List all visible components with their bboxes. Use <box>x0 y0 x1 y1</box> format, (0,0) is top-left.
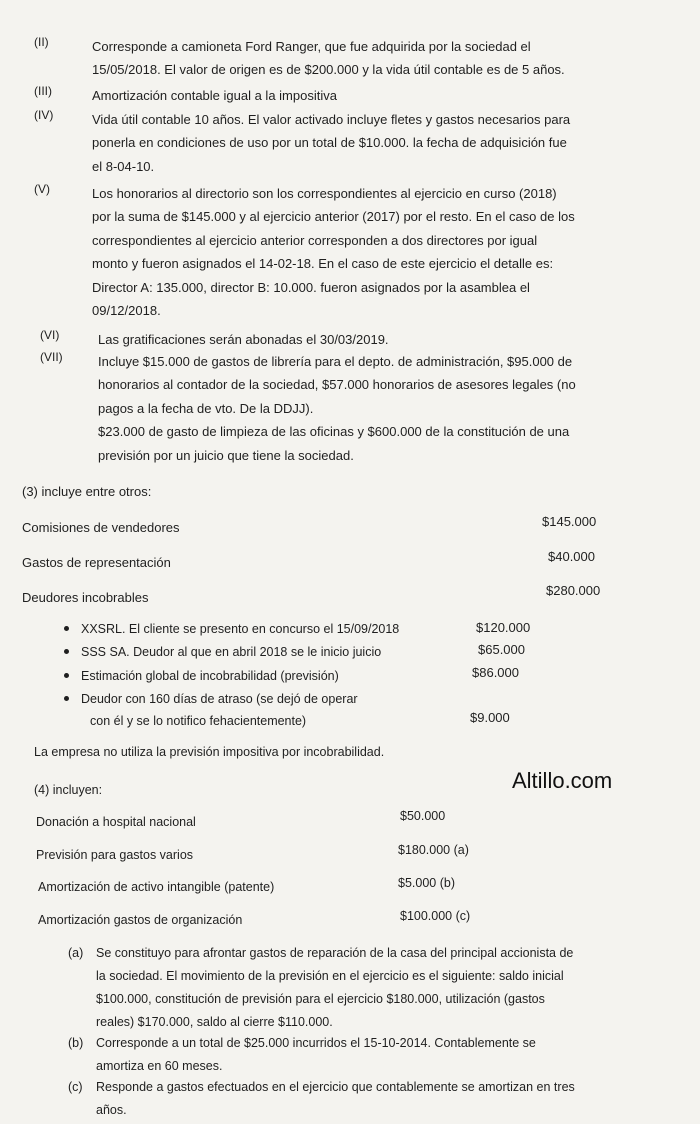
note-line: monto y fueron asignados el 14-02-18. En el caso de este ejercicio el detalle es: <box>92 256 554 272</box>
bullet-amount: $9.000 <box>470 710 510 725</box>
note-line: por la suma de $145.000 y al ejercicio anterior (2017) por el resto. En el caso de los <box>92 209 575 225</box>
item-amount: $40.000 <box>548 549 595 564</box>
bullet-amount: $65.000 <box>478 642 525 657</box>
bullet-icon <box>64 649 69 654</box>
item-label: Donación a hospital nacional <box>36 815 196 829</box>
note-line: correspondientes al ejercicio anterior corresponden a dos directores por igual <box>92 232 538 248</box>
footnote-text <box>96 942 664 1034</box>
note-number: (V) <box>34 182 50 196</box>
note-text <box>92 84 667 107</box>
note-line: el 8-04-10. <box>92 158 155 174</box>
bullet-text: Estimación global de incobrabilidad (previsión) <box>81 669 339 683</box>
item-amount: $50.000 <box>400 809 446 823</box>
section-3-heading: (3) incluye entre otros: <box>22 484 152 499</box>
note-number: (VI) <box>40 328 60 342</box>
bullet-item <box>64 641 381 663</box>
footnote-c <box>68 1076 664 1122</box>
bullet-icon <box>64 626 69 631</box>
item-label: Previsión para gastos varios <box>36 848 194 862</box>
note-number: (IV) <box>34 108 54 122</box>
footnote-line: años. <box>96 1103 127 1117</box>
item-label: Deudores incobrables <box>22 590 149 605</box>
note-line: Las gratificaciones serán abonadas el 30/03/2019. <box>98 332 389 347</box>
item-label: Comisiones de vendedores <box>22 520 180 535</box>
bullet-text: Deudor con 160 días de atraso (se dejó de operar <box>81 692 358 706</box>
note-line: Corresponde a camioneta Ford Ranger, que fue adquirida por la sociedad el <box>92 39 531 54</box>
watermark-logo: Altillo.com <box>512 768 613 793</box>
bullet-amount: $120.000 <box>476 620 531 635</box>
note-iv <box>34 108 667 178</box>
item-label: Amortización de activo intangible (patente) <box>38 880 275 894</box>
note-text <box>92 108 667 178</box>
note-ii <box>34 35 667 82</box>
footnote-a <box>68 942 664 1034</box>
note-text <box>98 350 673 467</box>
note-line: $23.000 de gasto de limpieza de las oficinas y $600.000 de la constitución de una <box>98 424 570 440</box>
bullet-item <box>64 665 339 687</box>
note-iii <box>34 84 667 107</box>
note-line: 09/12/2018. <box>92 303 161 319</box>
footnote-text <box>96 1032 664 1078</box>
footnote-line: $100.000, constitución de previsión para el ejercicio $180.000, utilización (gastos <box>96 992 545 1006</box>
note-line: Incluye $15.000 de gastos de librería para el depto. de administración, $95.000 de <box>98 354 573 369</box>
footnote-line: la sociedad. El movimiento de la previsión en el ejercicio es el siguiente: saldo inicial <box>96 969 564 983</box>
bullet-amount: $86.000 <box>472 665 519 680</box>
bullet-icon <box>64 673 69 678</box>
item-label: Gastos de representación <box>22 555 171 570</box>
note-text <box>98 328 673 351</box>
footnote-label: (a) <box>68 946 84 960</box>
footnote-line: Se constituyo para afrontar gastos de reparación de la casa del principal accionista de <box>96 946 574 960</box>
note-text <box>92 35 667 82</box>
bullet-text: SSS SA. Deudor al que en abril 2018 se le inicio juicio <box>81 645 382 659</box>
note-text <box>92 182 667 322</box>
footnote-line: amortiza en 60 meses. <box>96 1059 223 1073</box>
footnote-label: (b) <box>68 1036 84 1050</box>
footnote-line: Responde a gastos efectuados en el ejercicio que contablemente se amortizan en tres <box>96 1080 575 1094</box>
note-line: Amortización contable igual a la impositiva <box>92 88 337 103</box>
note-line: 15/05/2018. El valor de origen es de $200.000 y la vida útil contable es de 5 años. <box>92 62 565 78</box>
bullet-item <box>64 618 399 640</box>
note-line: previsión por un juicio que tiene la sociedad. <box>98 447 354 463</box>
bullet-text: con él y se lo notifico fehacientemente) <box>90 714 307 728</box>
item-amount: $180.000 (a) <box>398 843 469 857</box>
note-line: honorarios al contador de la sociedad, $57.000 honorarios de asesores legales (no <box>98 377 576 393</box>
note-line: ponerla en condiciones de uso por un total de $10.000. la fecha de adquisición fue <box>92 135 567 151</box>
note-vi <box>40 328 673 351</box>
item-amount: $5.000 (b) <box>398 876 455 890</box>
bullet-text: XXSRL. El cliente se presento en concurso el 15/09/2018 <box>81 622 400 636</box>
section-3-note: La empresa no utiliza la previsión impositiva por incobrabilidad. <box>34 745 385 759</box>
note-number: (II) <box>34 35 49 49</box>
footnote-b <box>68 1032 664 1078</box>
note-line: Los honorarios al directorio son los correspondientes al ejercicio en curso (2018) <box>92 186 557 201</box>
item-amount: $280.000 <box>546 583 601 598</box>
note-line: Vida útil contable 10 años. El valor activado incluye fletes y gastos necesarios para <box>92 112 571 127</box>
item-amount: $100.000 (c) <box>400 909 471 923</box>
item-label: Amortización gastos de organización <box>38 913 243 927</box>
note-line: Director A: 135.000, director B: 10.000. fueron asignados por la asamblea el <box>92 279 530 295</box>
item-amount: $145.000 <box>542 514 597 529</box>
note-number: (VII) <box>40 350 63 364</box>
footnote-line: reales) $170.000, saldo al cierre $110.000. <box>96 1015 333 1029</box>
note-vii <box>40 350 673 467</box>
footnote-text <box>96 1076 664 1122</box>
bullet-icon <box>64 696 69 701</box>
footnote-label: (c) <box>68 1080 83 1094</box>
note-line: pagos a la fecha de vto. De la DDJJ). <box>98 400 314 416</box>
bullet-item <box>64 688 358 732</box>
footnote-line: Corresponde a un total de $25.000 incurridos el 15-10-2014. Contablemente se <box>96 1036 536 1050</box>
note-number: (III) <box>34 84 52 98</box>
section-4-heading: (4) incluyen: <box>34 783 103 797</box>
note-v <box>34 182 667 322</box>
